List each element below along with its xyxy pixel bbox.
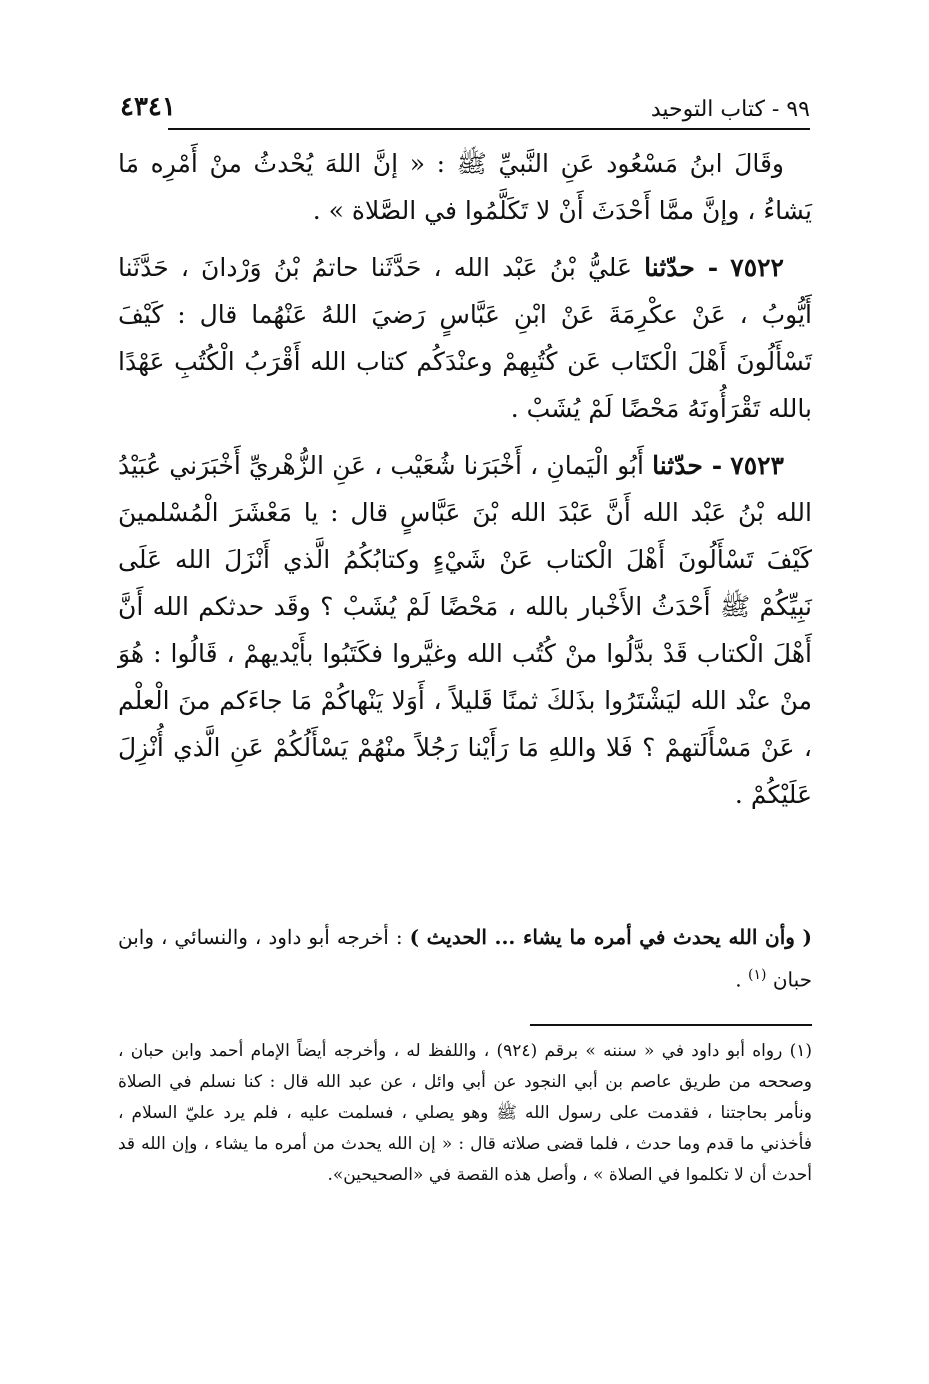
commentary (118, 918, 812, 999)
hadith-number: ٧٥٢٣ (730, 451, 784, 480)
commentary-end: . (735, 967, 748, 992)
hadith-label: - حدّثنا (644, 253, 719, 282)
footnote-reference[interactable]: (١) (747, 967, 767, 983)
hadith-label: - حدّثنا (652, 451, 723, 480)
hadith-text: عَليُّ بْنُ عَبْد الله ، حَدَّثَنا حاتمُ بْنُ وَرْدانَ ، حَدَّثَنا أَيُّوبُ ، عَنْ عكْرِمَةَ عَنْ ابْنِ عَبَّاسٍ رَضيَ اللهُ عَنْهُما قال : كَيْفَ تَسْأَلُونَ أَهْلَ الْكتَاب عَن كُتُبِهمْ وعنْدَكُم كتاب الله أَقْرَبُ الْكُتُبِ عَهْدًا بالله تَقْرَأُونَهُ مَحْضًا لَمْ يُشَبْ . (118, 253, 812, 423)
footnote-rule (530, 1024, 812, 1026)
footnote: (١) رواه أبو داود في « سننه » برقم (٩٢٤) ، واللفظ له ، وأخرجه أيضاً الإمام أحمد وابن حبان ، وصححه من طريق عاصم بن أبي النجود عن أبي وائل ، عن عبد الله قال : كنا نسلم في الصلاة ونأمر بحاجتنا ، فقدمت على رسول الله ﷺ وهو يصلي ، فسلمت عليه ، فلم يرد عليّ السلام ، فأخذني ما قدم وما حدث ، فلما قضى صلاته قال : « إن الله يحدث من أمره ما يشاء ، وإن الله قد أحدث أن لا تكلموا في الصلاة » ، وأصل هذه القصة في «الصحيحين». (118, 1041, 812, 1185)
page-number: ٤٣٤١ (120, 92, 176, 122)
hadith-7522 (118, 244, 812, 432)
hadith-number: ٧٥٢٢ (730, 253, 784, 282)
commentary-text: : أخرجه أبو داود ، والنسائي ، وابن حبان (118, 925, 812, 992)
hadith-text: أَبُو الْيَمانِ ، أَخْبَرَنا شُعَيْب ، عَنِ الزُّهْريِّ أَخْبَرَني عُبَيْدُ الله بْنُ عَبْد الله أَنَّ عَبْدَ الله بْنَ عَبَّاسٍ قال : يا مَعْشَرَ الْمُسْلمينَ كَيْفَ تَسْأَلُونَ أَهْلَ الْكتاب عَنْ شَيْءٍ وكتابُكُمُ الَّذي أَنْزَلَ الله عَلَى نَبِيِّكُمْ ﷺ أَحْدَثُ الأَخْبار بالله ، مَحْضًا لَمْ يُشَبْ ؟ وقَد حدثكم الله أَنَّ أَهْلَ الْكتاب قَدْ بدَّلُوا منْ كُتُب الله وغيَّروا فكَتَبُوا بأَيْديهمْ ، قَالُوا : هُوَ منْ عنْد الله ليَشْتَرُوا بذَلكَ ثمنًا قَليلاً ، أَوَلا يَنْهاكُمْ مَا جاءَكم منَ الْعلْم ، عَنْ مَسْأَلَتهمْ ؟ فَلا واللهِ مَا رَأَيْنا رَجُلاً منْهُمْ يَسْأَلُكُمْ عَنِ الَّذي أُنْزِلَ عَلَيْكُمْ . (118, 451, 812, 809)
page-header (120, 82, 810, 122)
hadith-7523 (118, 442, 812, 818)
header-rule (168, 128, 810, 130)
intro-paragraph: وقَالَ ابنُ مَسْعُود عَنِ النَّبيِّ ﷺ : « إنَّ اللهَ يُحْدثُ منْ أَمْرِه مَا يَشاءُ ، وإنَّ ممَّا أَحْدَثَ أَنْ لا تَكَلَّمُوا في الصَّلاة » . (118, 149, 812, 225)
commentary-heading: ( وأن الله يحدث في أمره ما يشاء ... الحديث ) (409, 925, 812, 949)
main-text (118, 140, 812, 828)
chapter-title: ٩٩ - كتاب التوحيد (650, 97, 810, 122)
